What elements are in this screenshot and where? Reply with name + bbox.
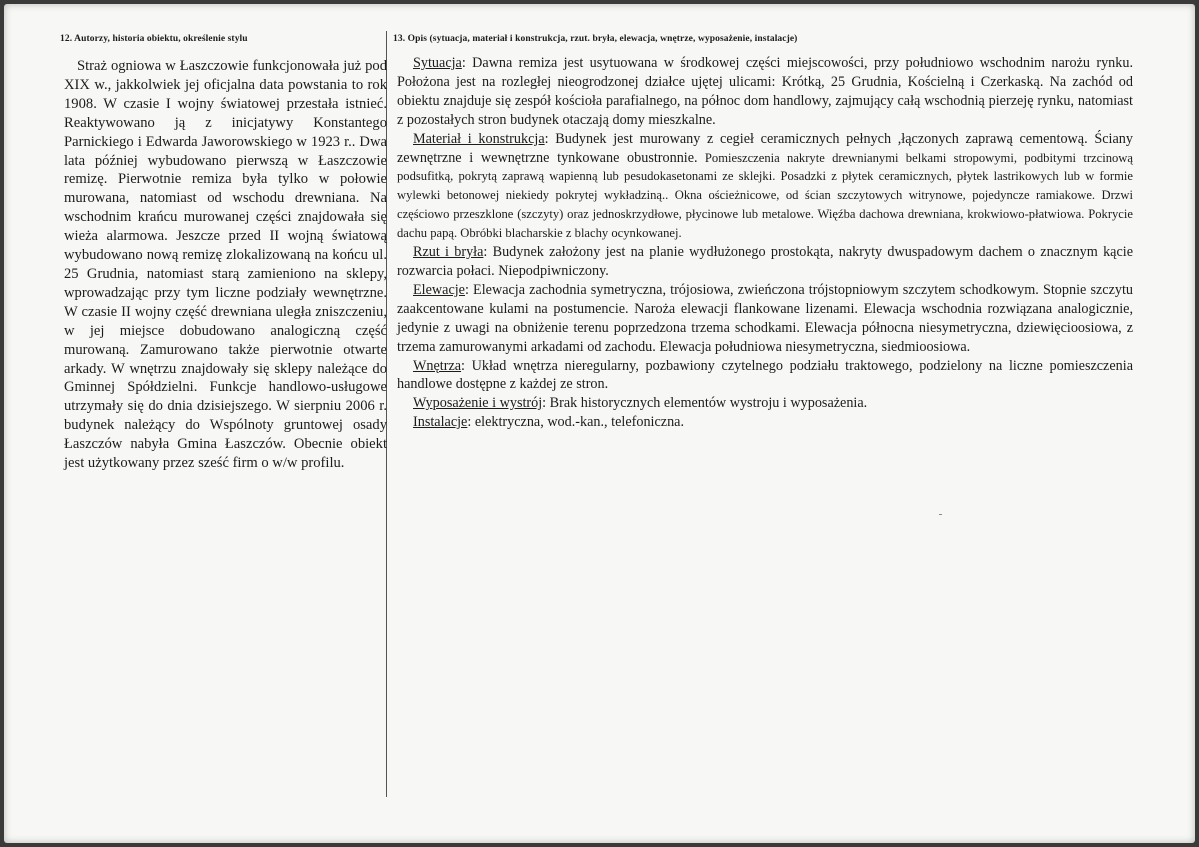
description-section	[393, 34, 1133, 432]
text-instalacje: : elektryczna, wod.-kan., telefoniczna.	[467, 414, 685, 431]
history-text: Straż ogniowa w Łaszczowie funkcjonowała już pod XIX w., jakkolwiek jej oficjalna data powstania to rok 1908. W czasie I wojny światowej przestała istnieć. Reaktywowano ją z inicjatywy Konstantego Parnickiego i Edwarda Jaworowskiego w 1923 r.. Dwa lata później wybudowano pierwszą w Łaszczowie remizę. Pierwotnie remiza była tylko w połowie murowana, natomiast od wschodu drewniana. Na wschodnim krańcu murowanej części znajdowała się wieża alarmowa. Jeszcze przed II wojną światową wybudowano nową remizę zlokalizowaną na końcu ul. 25 Grudnia, natomiast starą zamieniono na sklepy, wprowadzając przy tym liczne podziały wewnętrzne. W czasie II wojny część drewniana uległa zniszczeniu, w jej miejsce dobudowano analogiczną część murowaną. Zamurowano także pierwotnie otwarte arkady. W wnętrzu znajdowały się sklepy należące do Gminnej Spółdzielni. Funkcje handlowo-usługowe utrzymały się do dnia dzisiejszego. W sierpniu 2006 r. budynek należący do Wspólnoty gruntowej osady Łaszczów nabyła Gmina Łaszczów. Obecnie obiekt jest użytkowany przez sześć firm o w/w profilu.	[64, 58, 387, 472]
paragraph-instalacje	[397, 413, 1133, 432]
text-wyposazenie: : Brak historycznych elementów wystroju i wyposażenia.	[542, 395, 868, 412]
label-elewacje: Elewacje	[413, 281, 465, 298]
label-sytuacja: Sytuacja	[413, 55, 462, 71]
label-wnetrza: Wnętrza	[413, 357, 462, 374]
paragraph-wyposazenie	[397, 394, 1133, 413]
text-rzut: : Budynek założony jest na planie wydłużonego prostokąta, nakryty dwuspadowym dachem o znacznym kącie rozwarcia połaci. Niepodpiwniczony.	[397, 244, 1133, 279]
text-material-b: Pomieszczenia nakryte drewnianymi belkami stropowymi, podbitymi trzcinową podsufitką, pokrytą zaprawą wapienną lub pesudokasetonami ze sklejki. Posadzki z płytek ceramicznych, płytek lastrikowych lub w formie wylewki betonowej niekiedy pokrytej wykładziną.. Okna ościeżnicowe, od ścian szczytowych witrynowe, pojedyncze ramiakowe. Drzwi częściowo przeszklone (szczyty) oraz jednoskrzydłowe, płycinowe lub metalowe. Więźba dachowa drewniana, krokwiowo-płatwiowa. Pokrycie dachu papą. Obróbki blacharskie z blachy ocynkowanej.	[397, 150, 1133, 241]
paragraph-sytuacja	[397, 54, 1133, 130]
text-sytuacja: : Dawna remiza jest usytuowana w środkowej części miejscowości, przy południowo wschodnim narożu rynku. Położona jest na rozległej nieogrodzonej działce ujętej ulicami: Krótką, 25 Grudnia, Kościelną i Czerkaską. Na zachód od obiektu znajduje się zespół kościoła parafialnego, na północ dom handlowy, zajmujący całą wschodnią pierzeję rynku, natomiast z pozostałych stron budynek otaczają domy mieszkalne.	[397, 55, 1133, 128]
description-heading: 13. Opis (sytuacja, materiał i konstrukcja, rzut. bryła, elewacja, wnętrze, wyposażenie, instalacje)	[393, 34, 798, 44]
text-elewacje: : Elewacja zachodnia symetryczna, trójosiowa, zwieńczona trójstopniowym szczytem schodkowym. Stopnie szczytu zaakcentowane kulami na postumencie. Naroża elewacji flankowane lizenami. Elewacja wschodnia rozwiązana analogicznie, jedynie z uwagi na obniżenie terenu poprzedzona trzema schodkami. Elewacja północna niesymetryczna, dziewięcioosiowa, z trzema zamurowanymi arkadami od zachodu. Elewacja południowa niesymetryczna, siedmioosiowa.	[397, 281, 1133, 355]
label-material: Materiał i konstrukcja	[413, 130, 545, 147]
history-section	[60, 34, 387, 473]
paragraph-rzut	[397, 243, 1133, 281]
document-page	[4, 4, 1195, 843]
paragraph-elewacje	[397, 281, 1133, 357]
label-rzut: Rzut i bryła	[413, 244, 484, 261]
paragraph-wnetrza	[397, 357, 1133, 395]
paragraph-material	[397, 130, 1133, 243]
label-instalacje: Instalacje	[413, 414, 468, 431]
stray-mark	[939, 514, 942, 515]
description-body	[397, 54, 1133, 432]
label-wyposazenie: Wyposażenie i wystrój	[413, 395, 543, 412]
text-wnetrza: : Układ wnętrza nieregularny, pozbawiony czytelnego podziału traktowego, podzielony na liczne pomieszczenia handlowe dostępne z każdej ze stron.	[397, 357, 1133, 393]
text-material-a: : Budynek jest murowany z cegieł ceramicznych pełnych ,łączonych zaprawą cementową. Ściany zewnętrzne i wewnętrzne tynkowane obustronnie.	[397, 130, 1133, 166]
history-heading: 12. Autorzy, historia obiektu, określenie stylu	[60, 34, 248, 44]
